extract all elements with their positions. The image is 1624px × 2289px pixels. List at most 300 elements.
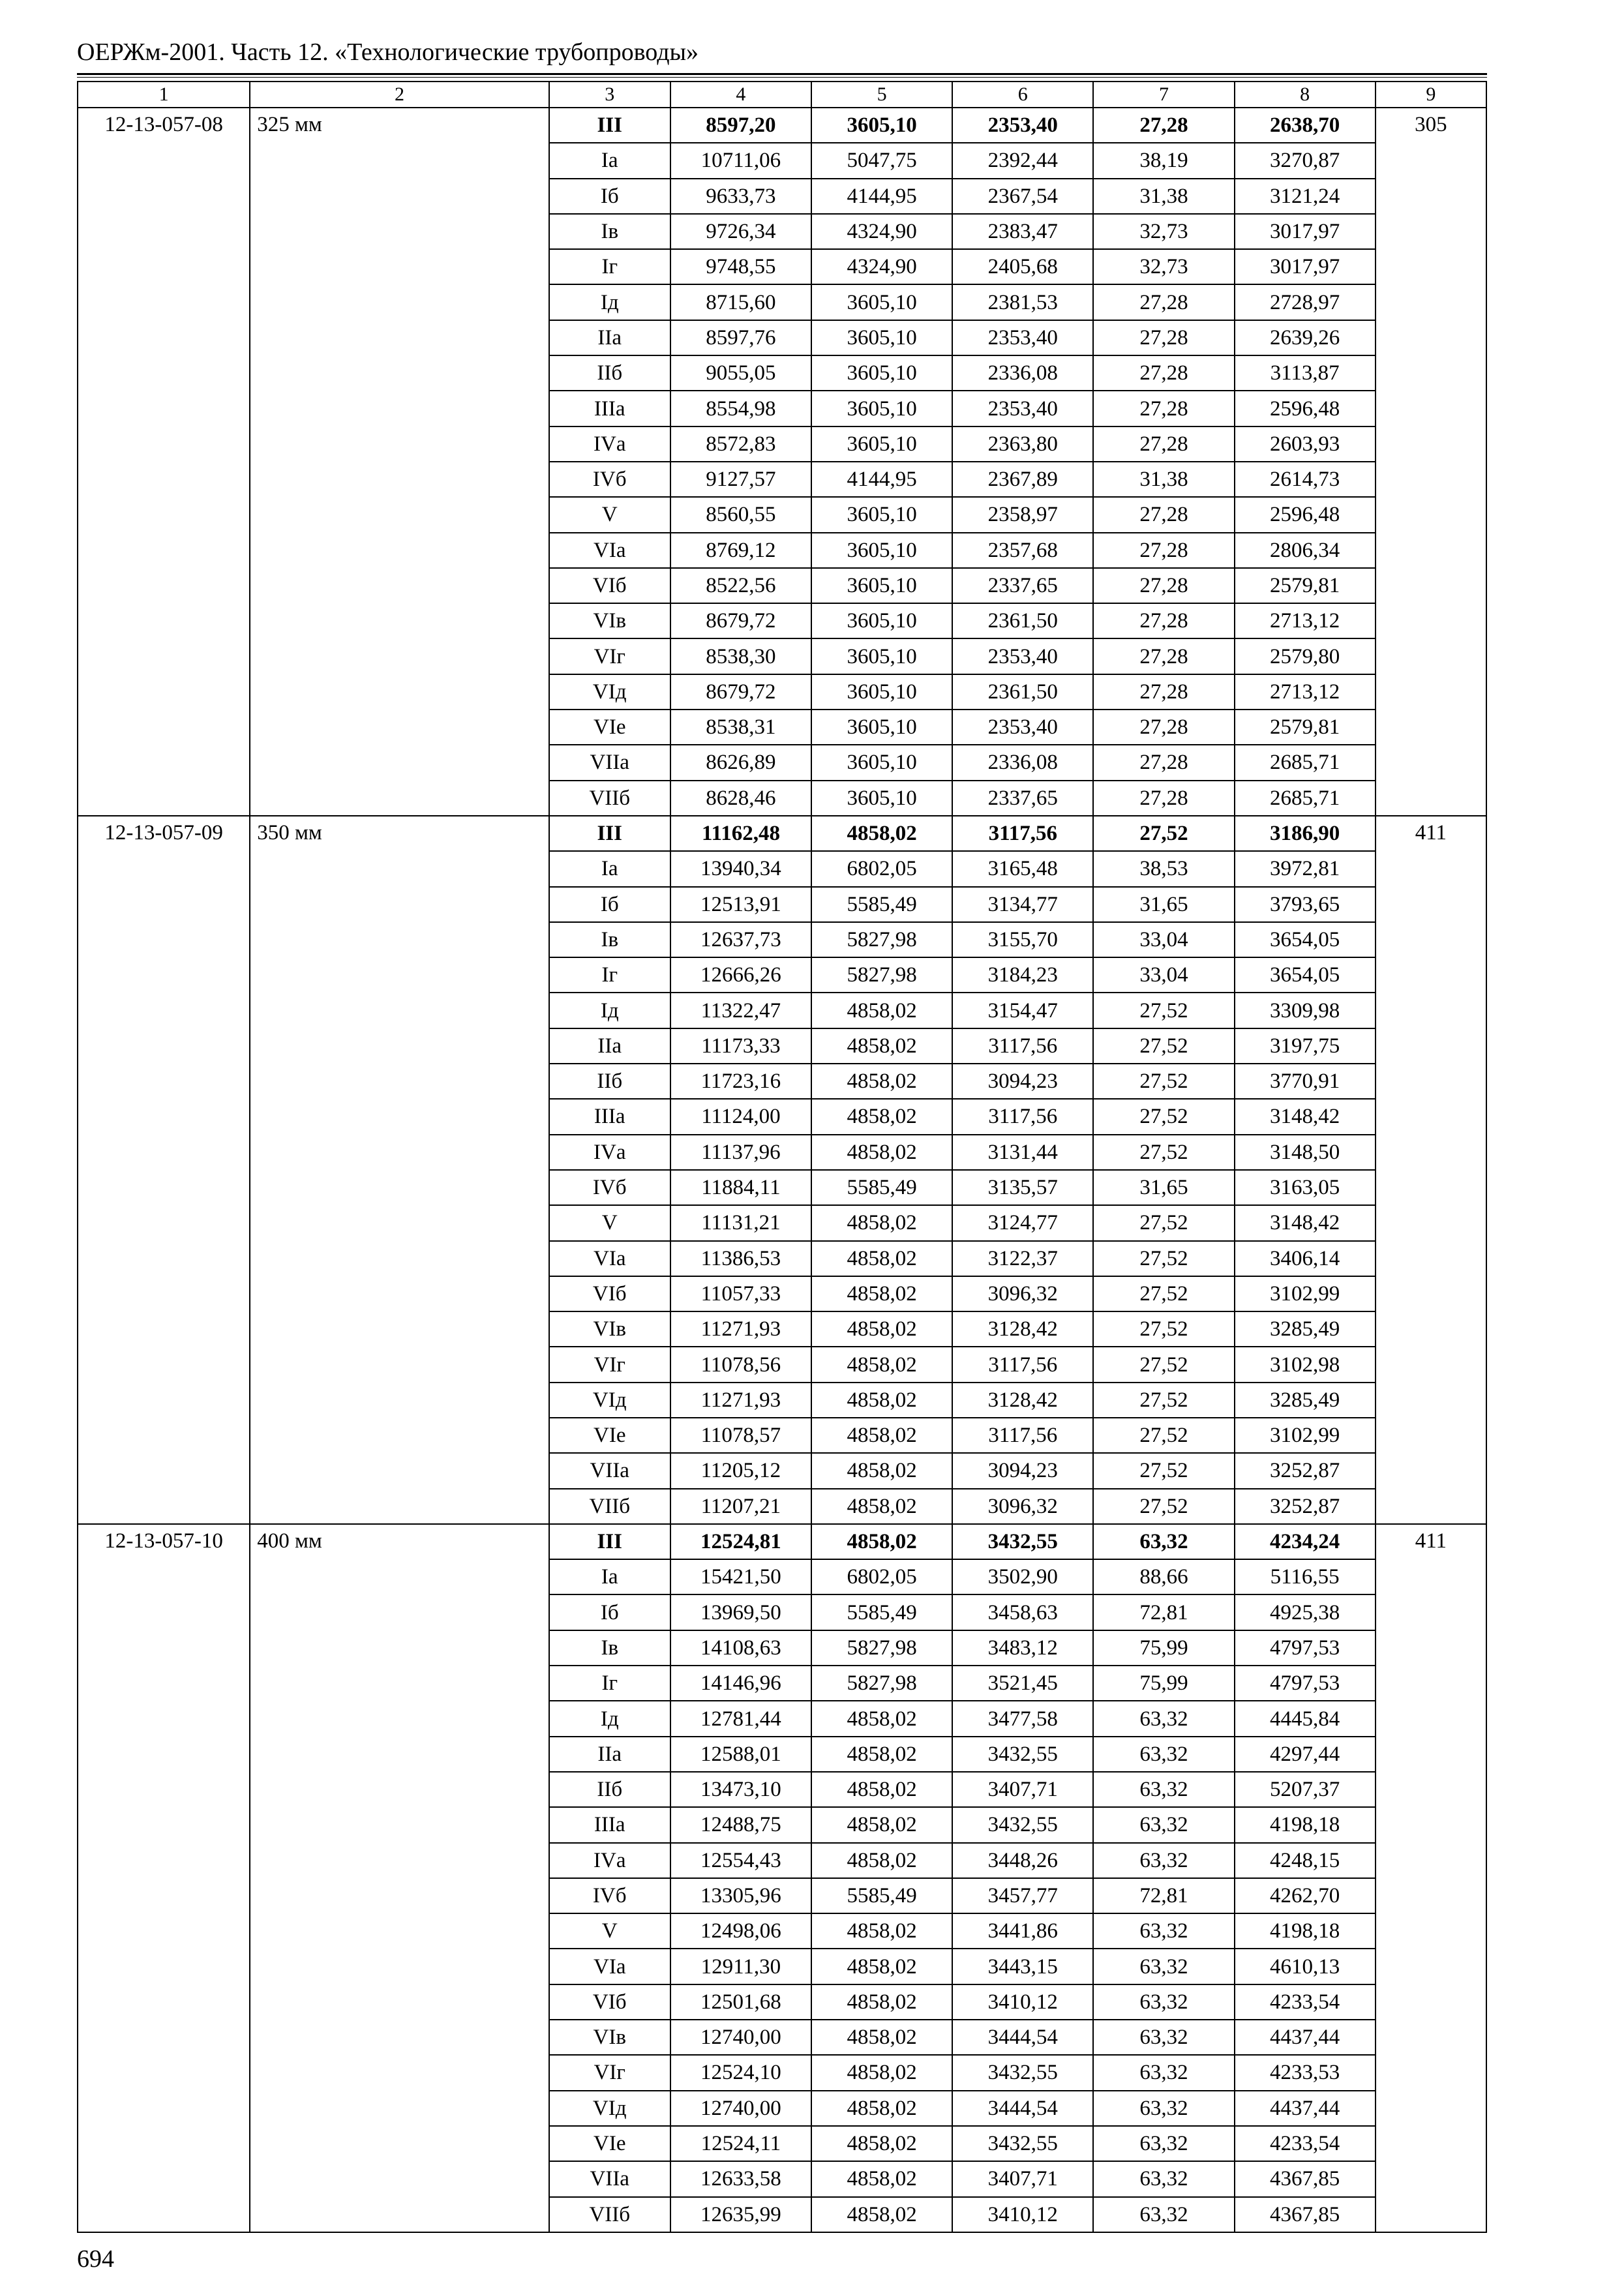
- value-cell-col5: 5827,98: [811, 922, 952, 957]
- column-9-value: 305: [1376, 108, 1486, 816]
- value-cell-col4: 9748,55: [670, 249, 811, 284]
- value-cell-col8: 2685,71: [1235, 781, 1376, 816]
- column-number-5: 5: [811, 82, 952, 108]
- zone-code-cell: III: [549, 108, 670, 143]
- rate-code: 12-13-057-08: [78, 108, 250, 816]
- value-cell-col4: 11723,16: [670, 1064, 811, 1099]
- value-cell-col6: 2353,40: [952, 108, 1093, 143]
- value-cell-col4: 12781,44: [670, 1701, 811, 1736]
- value-cell-col6: 3128,42: [952, 1383, 1093, 1418]
- value-cell-col5: 3605,10: [811, 533, 952, 568]
- value-cell-col5: 4858,02: [811, 993, 952, 1028]
- value-cell-col8: 2603,93: [1235, 426, 1376, 462]
- value-cell-col8: 3148,42: [1235, 1205, 1376, 1240]
- column-number-2: 2: [250, 82, 549, 108]
- zone-code-cell: IVа: [549, 1135, 670, 1170]
- value-cell-col5: 3605,10: [811, 674, 952, 710]
- value-cell-col8: 3197,75: [1235, 1028, 1376, 1064]
- rate-code: 12-13-057-09: [78, 816, 250, 1524]
- value-cell-col5: 3605,10: [811, 603, 952, 638]
- page-header: ОЕРЖм-2001. Часть 12. «Технологические трубопроводы»: [77, 38, 699, 66]
- table-body: [78, 108, 1486, 2232]
- zone-code-cell: Iд: [549, 284, 670, 320]
- value-cell-col6: 3407,71: [952, 2161, 1093, 2196]
- value-cell-col6: 3444,54: [952, 2020, 1093, 2055]
- value-cell-col6: 3444,54: [952, 2091, 1093, 2126]
- value-cell-col4: 12498,06: [670, 1913, 811, 1949]
- value-cell-col8: 4367,85: [1235, 2197, 1376, 2232]
- value-cell-col4: 12911,30: [670, 1949, 811, 1984]
- value-cell-col5: 4144,95: [811, 179, 952, 214]
- value-cell-col6: 2363,80: [952, 426, 1093, 462]
- value-cell-col5: 4858,02: [811, 1064, 952, 1099]
- value-cell-col4: 11322,47: [670, 993, 811, 1028]
- value-cell-col6: 3457,77: [952, 1878, 1093, 1913]
- value-cell-col7: 27,52: [1093, 1028, 1234, 1064]
- value-cell-col5: 4144,95: [811, 462, 952, 497]
- value-cell-col5: 5047,75: [811, 143, 952, 178]
- value-cell-col5: 4858,02: [811, 1524, 952, 1559]
- value-cell-col8: 4262,70: [1235, 1878, 1376, 1913]
- zone-code-cell: Iг: [549, 249, 670, 284]
- value-cell-col8: 3270,87: [1235, 143, 1376, 178]
- value-cell-col4: 11124,00: [670, 1099, 811, 1134]
- value-cell-col4: 11207,21: [670, 1489, 811, 1524]
- value-cell-col5: 3605,10: [811, 108, 952, 143]
- value-cell-col4: 14146,96: [670, 1666, 811, 1701]
- value-cell-col7: 63,32: [1093, 1807, 1234, 1842]
- value-cell-col7: 27,52: [1093, 1489, 1234, 1524]
- value-cell-col4: 12488,75: [670, 1807, 811, 1842]
- value-cell-col8: 2614,73: [1235, 462, 1376, 497]
- value-cell-col6: 3432,55: [952, 1807, 1093, 1842]
- value-cell-col6: 2405,68: [952, 249, 1093, 284]
- value-cell-col5: 4324,90: [811, 249, 952, 284]
- value-cell-col6: 2336,08: [952, 745, 1093, 780]
- value-cell-col6: 3448,26: [952, 1843, 1093, 1878]
- value-cell-col7: 27,52: [1093, 1205, 1234, 1240]
- value-cell-col8: 3186,90: [1235, 816, 1376, 851]
- value-cell-col8: 2579,81: [1235, 710, 1376, 745]
- value-cell-col5: 4858,02: [811, 1311, 952, 1347]
- value-cell-col5: 4858,02: [811, 1347, 952, 1382]
- zone-code-cell: VIд: [549, 2091, 670, 2126]
- value-cell-col4: 12666,26: [670, 957, 811, 993]
- value-cell-col6: 3128,42: [952, 1311, 1093, 1347]
- value-cell-col4: 11131,21: [670, 1205, 811, 1240]
- value-cell-col7: 27,28: [1093, 568, 1234, 603]
- zone-code-cell: Iб: [549, 179, 670, 214]
- value-cell-col8: 4610,13: [1235, 1949, 1376, 1984]
- value-cell-col5: 5585,49: [811, 1594, 952, 1630]
- value-cell-col7: 27,52: [1093, 1453, 1234, 1488]
- value-cell-col5: 4858,02: [811, 1913, 952, 1949]
- zone-code-cell: III: [549, 816, 670, 851]
- zone-code-cell: V: [549, 1205, 670, 1240]
- zone-code-cell: VIа: [549, 533, 670, 568]
- value-cell-col7: 63,32: [1093, 1772, 1234, 1807]
- value-cell-col6: 3432,55: [952, 2055, 1093, 2090]
- value-cell-col5: 4858,02: [811, 1772, 952, 1807]
- pipe-diameter: 400 мм: [250, 1524, 549, 2232]
- value-cell-col7: 63,32: [1093, 2055, 1234, 2090]
- value-cell-col8: 2685,71: [1235, 745, 1376, 780]
- value-cell-col4: 12740,00: [670, 2091, 811, 2126]
- value-cell-col7: 63,32: [1093, 1984, 1234, 2020]
- value-cell-col4: 11078,57: [670, 1418, 811, 1453]
- zone-code-cell: Iа: [549, 851, 670, 886]
- zone-code-cell: VIIа: [549, 2161, 670, 2196]
- value-cell-col5: 3605,10: [811, 781, 952, 816]
- value-cell-col5: 4858,02: [811, 2091, 952, 2126]
- value-cell-col6: 3094,23: [952, 1453, 1093, 1488]
- value-cell-col6: 2353,40: [952, 391, 1093, 426]
- header-rule-thin: [77, 77, 1487, 78]
- zone-code-cell: VIб: [549, 1276, 670, 1311]
- value-cell-col7: 27,28: [1093, 710, 1234, 745]
- value-cell-col6: 3432,55: [952, 2126, 1093, 2161]
- value-cell-col7: 63,32: [1093, 1949, 1234, 1984]
- page-number: 694: [77, 2245, 114, 2273]
- value-cell-col8: 2639,26: [1235, 320, 1376, 355]
- zone-code-cell: VIб: [549, 568, 670, 603]
- value-cell-col5: 4858,02: [811, 1949, 952, 1984]
- value-cell-col8: 2579,81: [1235, 568, 1376, 603]
- value-cell-col8: 2596,48: [1235, 391, 1376, 426]
- value-cell-col4: 11078,56: [670, 1347, 811, 1382]
- value-cell-col6: 3432,55: [952, 1737, 1093, 1772]
- zone-code-cell: Iб: [549, 887, 670, 922]
- zone-code-cell: VIб: [549, 1984, 670, 2020]
- value-cell-col5: 5585,49: [811, 1170, 952, 1205]
- value-cell-col6: 2336,08: [952, 355, 1093, 391]
- zone-code-cell: VIIб: [549, 781, 670, 816]
- zone-code-cell: IIIа: [549, 1807, 670, 1842]
- value-cell-col8: 3654,05: [1235, 922, 1376, 957]
- value-cell-col4: 8628,46: [670, 781, 811, 816]
- value-cell-col6: 2367,54: [952, 179, 1093, 214]
- value-cell-col4: 11205,12: [670, 1453, 811, 1488]
- value-cell-col5: 3605,10: [811, 426, 952, 462]
- value-cell-col4: 9633,73: [670, 179, 811, 214]
- zone-code-cell: IIа: [549, 1737, 670, 1772]
- value-cell-col7: 31,65: [1093, 887, 1234, 922]
- value-cell-col7: 75,99: [1093, 1666, 1234, 1701]
- value-cell-col4: 8554,98: [670, 391, 811, 426]
- value-cell-col4: 11386,53: [670, 1241, 811, 1276]
- value-cell-col4: 12740,00: [670, 2020, 811, 2055]
- zone-code-cell: V: [549, 1913, 670, 1949]
- value-cell-col7: 63,32: [1093, 1524, 1234, 1559]
- value-cell-col7: 27,28: [1093, 108, 1234, 143]
- zone-code-cell: Iа: [549, 143, 670, 178]
- value-cell-col6: 3443,15: [952, 1949, 1093, 1984]
- value-cell-col6: 3117,56: [952, 1028, 1093, 1064]
- value-cell-col4: 12635,99: [670, 2197, 811, 2232]
- value-cell-col7: 27,28: [1093, 320, 1234, 355]
- value-cell-col7: 27,28: [1093, 781, 1234, 816]
- value-cell-col4: 8572,83: [670, 426, 811, 462]
- value-cell-col5: 4324,90: [811, 214, 952, 249]
- value-cell-col8: 3017,97: [1235, 249, 1376, 284]
- value-cell-col4: 8679,72: [670, 674, 811, 710]
- value-cell-col8: 3102,98: [1235, 1347, 1376, 1382]
- value-cell-col6: 2337,65: [952, 568, 1093, 603]
- value-cell-col7: 27,52: [1093, 1418, 1234, 1453]
- zone-code-cell: IIа: [549, 320, 670, 355]
- value-cell-col6: 3094,23: [952, 1064, 1093, 1099]
- value-cell-col5: 5585,49: [811, 887, 952, 922]
- value-cell-col8: 3309,98: [1235, 993, 1376, 1028]
- zone-code-cell: IIб: [549, 355, 670, 391]
- value-cell-col4: 9055,05: [670, 355, 811, 391]
- value-cell-col7: 27,28: [1093, 603, 1234, 638]
- value-cell-col8: 4925,38: [1235, 1594, 1376, 1630]
- value-cell-col4: 10711,06: [670, 143, 811, 178]
- value-cell-col6: 3154,47: [952, 993, 1093, 1028]
- value-cell-col7: 27,52: [1093, 1311, 1234, 1347]
- zone-code-cell: V: [549, 497, 670, 532]
- value-cell-col6: 3124,77: [952, 1205, 1093, 1240]
- value-cell-col7: 27,28: [1093, 426, 1234, 462]
- value-cell-col5: 5827,98: [811, 1630, 952, 1666]
- value-cell-col7: 72,81: [1093, 1878, 1234, 1913]
- value-cell-col8: 4198,18: [1235, 1913, 1376, 1949]
- value-cell-col5: 6802,05: [811, 1559, 952, 1594]
- value-cell-col4: 12524,81: [670, 1524, 811, 1559]
- value-cell-col5: 3605,10: [811, 391, 952, 426]
- value-cell-col5: 3605,10: [811, 710, 952, 745]
- zone-code-cell: Iд: [549, 1701, 670, 1736]
- zone-code-cell: VIд: [549, 1383, 670, 1418]
- value-cell-col5: 3605,10: [811, 284, 952, 320]
- value-cell-col6: 3117,56: [952, 1099, 1093, 1134]
- value-cell-col5: 3605,10: [811, 497, 952, 532]
- value-cell-col8: 5116,55: [1235, 1559, 1376, 1594]
- value-cell-col4: 12554,43: [670, 1843, 811, 1878]
- value-cell-col8: 2638,70: [1235, 108, 1376, 143]
- value-cell-col8: 3148,42: [1235, 1099, 1376, 1134]
- value-cell-col6: 3483,12: [952, 1630, 1093, 1666]
- value-cell-col7: 33,04: [1093, 922, 1234, 957]
- zone-code-cell: VIIа: [549, 1453, 670, 1488]
- value-cell-col7: 31,38: [1093, 462, 1234, 497]
- zone-code-cell: VIв: [549, 2020, 670, 2055]
- value-cell-col5: 4858,02: [811, 2020, 952, 2055]
- column-number-7: 7: [1093, 82, 1234, 108]
- value-cell-col4: 11137,96: [670, 1135, 811, 1170]
- zone-code-cell: VIе: [549, 2126, 670, 2161]
- zone-code-cell: VIг: [549, 2055, 670, 2090]
- value-cell-col6: 2383,47: [952, 214, 1093, 249]
- value-cell-col4: 8769,12: [670, 533, 811, 568]
- value-cell-col7: 27,52: [1093, 993, 1234, 1028]
- value-cell-col6: 3502,90: [952, 1559, 1093, 1594]
- value-cell-col7: 31,38: [1093, 179, 1234, 214]
- zone-code-cell: IIа: [549, 1028, 670, 1064]
- value-cell-col6: 2357,68: [952, 533, 1093, 568]
- value-cell-col8: 3770,91: [1235, 1064, 1376, 1099]
- value-cell-col8: 4233,54: [1235, 2126, 1376, 2161]
- value-cell-col7: 27,52: [1093, 1383, 1234, 1418]
- value-cell-col8: 4797,53: [1235, 1666, 1376, 1701]
- value-cell-col7: 27,28: [1093, 284, 1234, 320]
- value-cell-col4: 12513,91: [670, 887, 811, 922]
- value-cell-col4: 9726,34: [670, 214, 811, 249]
- zone-code-cell: Iа: [549, 1559, 670, 1594]
- value-cell-col4: 12588,01: [670, 1737, 811, 1772]
- value-cell-col4: 12633,58: [670, 2161, 811, 2196]
- value-cell-col5: 4858,02: [811, 1276, 952, 1311]
- value-cell-col8: 4437,44: [1235, 2091, 1376, 2126]
- value-cell-col5: 4858,02: [811, 1453, 952, 1488]
- value-cell-col5: 4858,02: [811, 1843, 952, 1878]
- zone-code-cell: VIв: [549, 603, 670, 638]
- value-cell-col6: 2353,40: [952, 710, 1093, 745]
- value-cell-col8: 3972,81: [1235, 851, 1376, 886]
- pipe-diameter: 325 мм: [250, 108, 549, 816]
- value-cell-col8: 3252,87: [1235, 1489, 1376, 1524]
- value-cell-col6: 3521,45: [952, 1666, 1093, 1701]
- value-cell-col8: 4797,53: [1235, 1630, 1376, 1666]
- value-cell-col4: 8597,20: [670, 108, 811, 143]
- value-cell-col6: 3135,57: [952, 1170, 1093, 1205]
- value-cell-col7: 63,32: [1093, 2161, 1234, 2196]
- zone-code-cell: VIа: [549, 1241, 670, 1276]
- value-cell-col4: 8538,30: [670, 638, 811, 674]
- zone-code-cell: VIд: [549, 674, 670, 710]
- value-cell-col4: 15421,50: [670, 1559, 811, 1594]
- value-cell-col6: 2361,50: [952, 674, 1093, 710]
- value-cell-col6: 3432,55: [952, 1524, 1093, 1559]
- value-cell-col5: 4858,02: [811, 1135, 952, 1170]
- value-cell-col4: 11271,93: [670, 1383, 811, 1418]
- pipe-diameter: 350 мм: [250, 816, 549, 1524]
- header-rule: [77, 73, 1487, 75]
- column-number-1: 1: [78, 82, 250, 108]
- value-cell-col6: 2361,50: [952, 603, 1093, 638]
- value-cell-col7: 27,52: [1093, 1241, 1234, 1276]
- zone-code-cell: VIе: [549, 710, 670, 745]
- value-cell-col7: 27,52: [1093, 816, 1234, 851]
- value-cell-col5: 5827,98: [811, 1666, 952, 1701]
- value-cell-col5: 4858,02: [811, 2055, 952, 2090]
- value-cell-col5: 6802,05: [811, 851, 952, 886]
- value-cell-col7: 27,28: [1093, 497, 1234, 532]
- value-cell-col5: 4858,02: [811, 1205, 952, 1240]
- value-cell-col7: 27,28: [1093, 391, 1234, 426]
- value-cell-col6: 3096,32: [952, 1276, 1093, 1311]
- value-cell-col8: 4437,44: [1235, 2020, 1376, 2055]
- zone-code-cell: Iв: [549, 1630, 670, 1666]
- value-cell-col5: 4858,02: [811, 1241, 952, 1276]
- value-cell-col6: 3117,56: [952, 1347, 1093, 1382]
- value-cell-col6: 3131,44: [952, 1135, 1093, 1170]
- value-cell-col8: 3102,99: [1235, 1418, 1376, 1453]
- price-table-container: [77, 81, 1487, 2233]
- value-cell-col8: 2713,12: [1235, 674, 1376, 710]
- value-cell-col6: 2353,40: [952, 638, 1093, 674]
- value-cell-col8: 3654,05: [1235, 957, 1376, 993]
- value-cell-col4: 12637,73: [670, 922, 811, 957]
- zone-code-cell: IIIа: [549, 1099, 670, 1134]
- value-cell-col5: 4858,02: [811, 1099, 952, 1134]
- value-cell-col6: 2381,53: [952, 284, 1093, 320]
- value-cell-col4: 9127,57: [670, 462, 811, 497]
- column-number-row: [78, 82, 1486, 108]
- value-cell-col4: 11173,33: [670, 1028, 811, 1064]
- value-cell-col7: 75,99: [1093, 1630, 1234, 1666]
- value-cell-col7: 31,65: [1093, 1170, 1234, 1205]
- column-9-value: 411: [1376, 1524, 1486, 2232]
- column-9-value: 411: [1376, 816, 1486, 1524]
- value-cell-col6: 3410,12: [952, 1984, 1093, 2020]
- value-cell-col7: 38,53: [1093, 851, 1234, 886]
- value-cell-col7: 88,66: [1093, 1559, 1234, 1594]
- zone-code-cell: VIв: [549, 1311, 670, 1347]
- value-cell-col6: 3117,56: [952, 816, 1093, 851]
- value-cell-col6: 3410,12: [952, 2197, 1093, 2232]
- value-cell-col5: 3605,10: [811, 320, 952, 355]
- value-cell-col8: 4367,85: [1235, 2161, 1376, 2196]
- value-cell-col7: 63,32: [1093, 1913, 1234, 1949]
- value-cell-col4: 8715,60: [670, 284, 811, 320]
- value-cell-col7: 32,73: [1093, 214, 1234, 249]
- value-cell-col5: 4858,02: [811, 2197, 952, 2232]
- value-cell-col7: 27,28: [1093, 533, 1234, 568]
- value-cell-col5: 4858,02: [811, 1383, 952, 1418]
- table-row: [78, 816, 1486, 851]
- value-cell-col4: 11162,48: [670, 816, 811, 851]
- zone-code-cell: VIг: [549, 638, 670, 674]
- value-cell-col8: 4248,15: [1235, 1843, 1376, 1878]
- value-cell-col6: 3407,71: [952, 1772, 1093, 1807]
- column-number-6: 6: [952, 82, 1093, 108]
- rate-code: 12-13-057-10: [78, 1524, 250, 2232]
- value-cell-col6: 3165,48: [952, 851, 1093, 886]
- value-cell-col7: 27,52: [1093, 1276, 1234, 1311]
- zone-code-cell: Iг: [549, 1666, 670, 1701]
- value-cell-col5: 3605,10: [811, 745, 952, 780]
- zone-code-cell: IIб: [549, 1064, 670, 1099]
- value-cell-col7: 27,52: [1093, 1135, 1234, 1170]
- value-cell-col7: 72,81: [1093, 1594, 1234, 1630]
- value-cell-col4: 11884,11: [670, 1170, 811, 1205]
- value-cell-col6: 2353,40: [952, 320, 1093, 355]
- value-cell-col4: 12524,11: [670, 2126, 811, 2161]
- value-cell-col6: 2392,44: [952, 143, 1093, 178]
- value-cell-col6: 3134,77: [952, 887, 1093, 922]
- value-cell-col7: 32,73: [1093, 249, 1234, 284]
- value-cell-col4: 8538,31: [670, 710, 811, 745]
- value-cell-col6: 3117,56: [952, 1418, 1093, 1453]
- value-cell-col8: 5207,37: [1235, 1772, 1376, 1807]
- zone-code-cell: IVб: [549, 462, 670, 497]
- value-cell-col7: 63,32: [1093, 2020, 1234, 2055]
- zone-code-cell: Iб: [549, 1594, 670, 1630]
- value-cell-col6: 2358,97: [952, 497, 1093, 532]
- value-cell-col8: 3163,05: [1235, 1170, 1376, 1205]
- value-cell-col8: 3148,50: [1235, 1135, 1376, 1170]
- value-cell-col5: 4858,02: [811, 1984, 952, 2020]
- value-cell-col8: 3113,87: [1235, 355, 1376, 391]
- value-cell-col5: 5827,98: [811, 957, 952, 993]
- value-cell-col5: 4858,02: [811, 816, 952, 851]
- value-cell-col6: 3096,32: [952, 1489, 1093, 1524]
- value-cell-col5: 3605,10: [811, 638, 952, 674]
- value-cell-col7: 27,28: [1093, 674, 1234, 710]
- zone-code-cell: IVб: [549, 1878, 670, 1913]
